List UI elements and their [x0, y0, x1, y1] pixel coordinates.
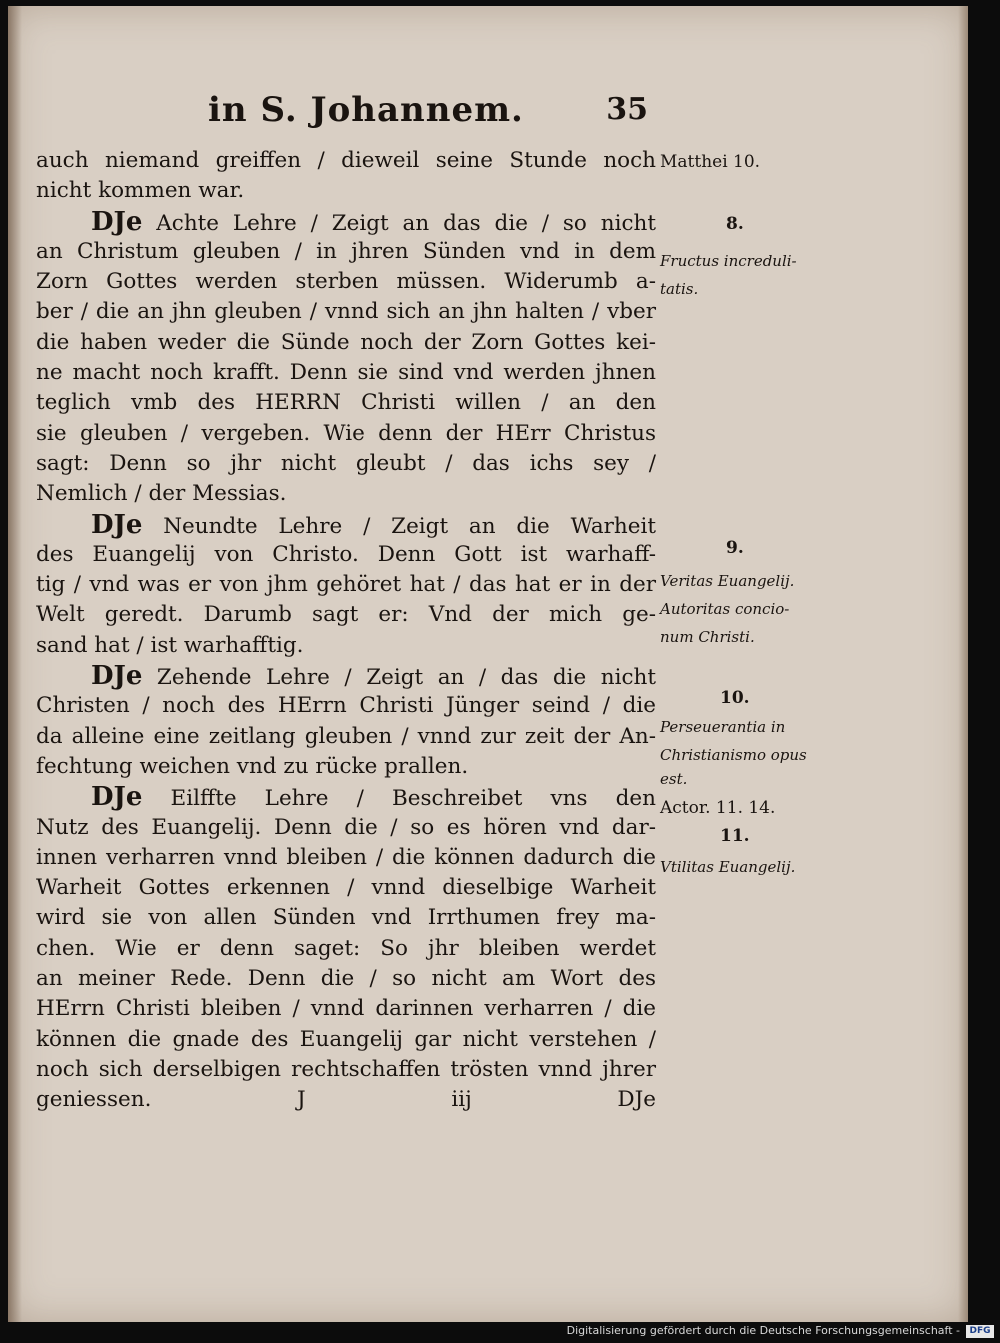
digitization-credit: Digitalisierung gefördert durch die Deutsche Forschungsgemeinschaft - [566, 1324, 960, 1337]
text-line: Nutz des Euangelij. Denn die / so es hören vnd dar- [36, 814, 656, 840]
dfg-logo-icon: DFG [966, 1325, 994, 1338]
initial-letters: DJe [91, 206, 143, 237]
margin-section-number: 10. [720, 688, 750, 708]
running-title: in S. Johannem. [208, 90, 524, 130]
margin-section-number: 9. [726, 538, 744, 558]
text-line: sand hat / ist warhafftig. [36, 632, 304, 658]
digitization-credit-bar [0, 1322, 1000, 1343]
margin-section-number: 11. [720, 826, 750, 846]
text-line: innen verharren vnnd bleiben / die können dadurch die [36, 844, 656, 870]
signature-line: geniessen. J iij DJe [36, 1087, 656, 1113]
margin-note: tatis. [660, 280, 699, 298]
main-text-block [36, 146, 656, 1116]
margin-note: Fructus increduli- [660, 252, 797, 270]
text-line: sie gleuben / vergeben. Wie denn der HErr Christus [36, 420, 656, 446]
book-page [8, 6, 968, 1322]
text-line: noch sich derselbigen rechtschaffen trösten vnnd jhrer [36, 1056, 656, 1082]
initial-letters: DJe [91, 782, 143, 813]
margin-section-number: 8. [726, 214, 744, 234]
margin-note: num Christi. [660, 628, 755, 646]
margin-note: Veritas Euangelij. [660, 572, 795, 590]
text-line: auch niemand greiffen / dieweil seine Stunde noch [36, 148, 656, 173]
text-line: DJe Zehende Lehre / Zeigt an / das die nicht [91, 661, 656, 692]
margin-note: Autoritas concio- [660, 600, 790, 618]
text-line: Warheit Gottes erkennen / vnnd dieselbige Warheit [36, 875, 656, 901]
margin-note: Vtilitas Euangelij. [660, 858, 796, 876]
margin-note: Perseuerantia in [660, 718, 786, 736]
text-line: Welt geredt. Darumb sagt er: Vnd der mich ge- [36, 602, 656, 628]
text-line: da alleine eine zeitlang gleuben / vnnd zur zeit der An- [36, 723, 656, 749]
page-shadow-right [958, 6, 968, 1322]
text-line: an meiner Rede. Denn die / so nicht am Wort des [36, 966, 656, 992]
margin-note: Actor. 11. 14. [660, 798, 776, 818]
text-line: DJe Achte Lehre / Zeigt an das die / so nicht [91, 206, 656, 237]
text-line: des Euangelij von Christo. Denn Gott ist warhaff- [36, 541, 656, 567]
margin-note: Christianismo opus [660, 746, 807, 764]
text-line: tig / vnd was er von jhm gehöret hat / das hat er in der [36, 572, 656, 598]
initial-letters: DJe [91, 661, 143, 692]
text-line: wird sie von allen Sünden vnd Irrthumen frey ma- [36, 905, 656, 931]
text-line: teglich vmb des HERRN Christi willen / an den [36, 390, 656, 416]
text-line: die haben weder die Sünde noch der Zorn Gottes kei- [36, 329, 656, 355]
text-line: ne macht noch krafft. Denn sie sind vnd werden jhnen [36, 360, 656, 386]
text-line: nicht kommen war. [36, 178, 245, 204]
text-line: chen. Wie er denn saget: So jhr bleiben werdet [36, 935, 656, 961]
text-line: DJe Eilffte Lehre / Beschreibet vns den [91, 782, 656, 813]
text-line: können die gnade des Euangelij gar nicht verstehen / [36, 1026, 656, 1052]
page-header [208, 90, 648, 140]
text-line: Nemlich / der Messias. [36, 481, 287, 507]
margin-note: Matthei 10. [660, 152, 761, 172]
page-shadow-left [8, 6, 22, 1322]
page-number: 35 [606, 92, 648, 127]
text-line: an Christum gleuben / in jhren Sünden vnd in dem [36, 238, 656, 264]
margin-note: est. [660, 770, 688, 788]
initial-letters: DJe [91, 509, 143, 540]
text-line: fechtung weichen vnd zu rücke prallen. [36, 753, 469, 779]
text-line: ber / die an jhn gleuben / vnnd sich an jhn halten / vber [36, 299, 656, 325]
text-line: sagt: Denn so jhr nicht gleubt / das ichs sey / [36, 450, 656, 476]
text-line: Christen / noch des HErrn Christi Jünger seind / die [36, 693, 656, 719]
text-line: DJe Neundte Lehre / Zeigt an die Warheit [91, 509, 656, 540]
text-line: HErrn Christi bleiben / vnnd darinnen verharren / die [36, 996, 656, 1022]
text-line: Zorn Gottes werden sterben müssen. Widerumb a- [36, 269, 656, 295]
